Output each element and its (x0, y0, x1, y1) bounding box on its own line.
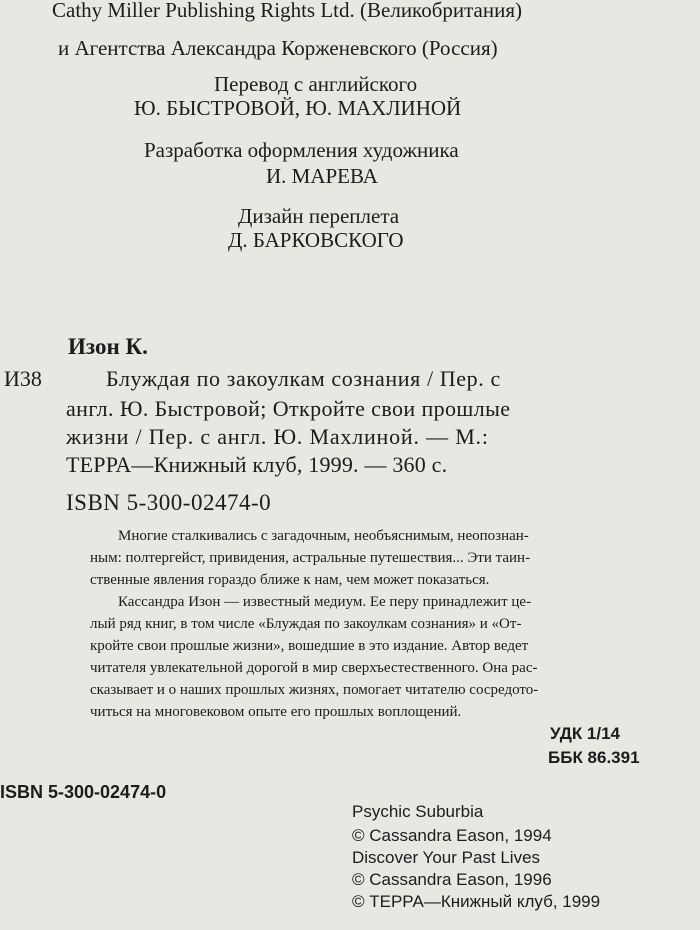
bbk-code: ББК 86.391 (548, 748, 640, 767)
annotation-line: читься на многовековом опыте его прошлых воплощений. (90, 704, 462, 720)
design-label: Разработка оформления художника (144, 138, 459, 162)
annotation-line: сказывает и о наших прошлых жизнях, помогает читателю сосредото- (90, 682, 539, 698)
footer-isbn: ISBN 5-300-02474-0 (0, 782, 167, 802)
catalog-line: Блуждая по закоулкам сознания / Пер. с (106, 366, 501, 391)
catalog-line: ТЕРРА—Книжный клуб, 1999. — 360 с. (66, 452, 448, 477)
copyright-line: © ТЕРРА—Книжный клуб, 1999 (352, 892, 601, 911)
catalog-line: англ. Ю. Быстровой; Откройте свои прошлые (66, 396, 511, 421)
designer: И. МАРЕВА (266, 164, 378, 188)
catalog-code: И38 (4, 366, 42, 391)
translation-label: Перевод с английского (214, 72, 418, 96)
bleed-through-stamp (280, 780, 288, 814)
binding-label: Дизайн переплета (238, 204, 400, 228)
copyright-line: © Cassandra Eason, 1996 (352, 870, 552, 889)
annotation-line: кройте свои прошлые жизни», вошедшие в это издание. Автор ведет (90, 638, 529, 654)
annotation-line: Кассандра Изон — известный медиум. Ее перу принадлежит це- (118, 594, 532, 610)
catalog-isbn: ISBN 5-300-02474-0 (66, 490, 272, 515)
copyright-line: Discover Your Past Lives (352, 848, 541, 867)
annotation-line: ным: полтергейст, привидения, астральные путешествия... Эти таин- (90, 550, 531, 566)
bleed-through-text (470, 190, 482, 243)
rights-line-2: и Агентства Александра Корженевского (Россия) (58, 36, 498, 60)
annotation-line: ственные явления гораздо ближе к нам, чем может показаться. (90, 572, 490, 588)
binding-designer: Д. БАРКОВСКОГО (228, 228, 404, 252)
udk-code: УДК 1/14 (550, 724, 621, 743)
annotation-line: лый ряд книг, в том числе «Блуждая по закоулкам сознания» и «От- (90, 616, 522, 632)
annotation-line: читателя увлекательной дорогой в мир сверхъестественного. Она рас- (90, 660, 538, 676)
bleed-through-text (400, 258, 418, 332)
catalog-line: жизни / Пер. с англ. Ю. Махлиной. — М.: (66, 424, 489, 449)
annotation-line: Многие сталкивались с загадочным, необъяснимым, неопознан- (118, 528, 529, 544)
catalog-author: Изон К. (68, 334, 148, 359)
rights-line-1: Cathy Miller Publishing Rights Ltd. (Великобритания) (52, 0, 522, 22)
copyright-line: © Cassandra Eason, 1994 (352, 826, 552, 845)
copyright-line: Psychic Suburbia (352, 802, 484, 821)
translators: Ю. БЫСТРОВОЙ, Ю. МАХЛИНОЙ (134, 96, 462, 120)
